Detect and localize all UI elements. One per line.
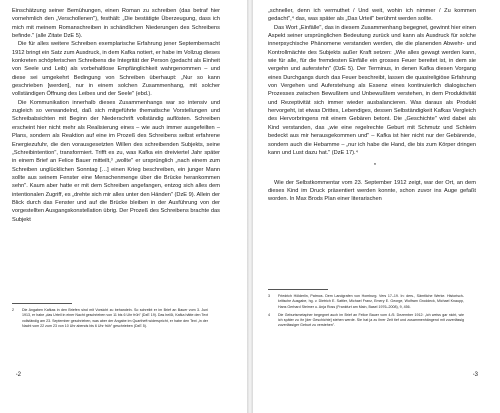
left-page — [0, 0, 247, 413]
left-paragraph-2: Die für alles weitere Schreiben exemplarische Erfahrung jener Septembernacht 1912 bringt ein Satz zum Ausdruck, in dem Kafka notiert, er habe im Vollzug dieses konkreten schöpferischen Schreibens die Integrität der Person (gedacht als Einheit von Seele und Leib) als vorbehaltlose Empfänglichkeit wahrgenommen – und diese sei umgekehrt Bedingung von Schreiben überhaupt: „Nur so kann geschrieben [werden], nur in einem solchen Zusammenhang, mit solcher vollständigen Öffnung des Leibes und der Seele" (ebd.). — [12, 41, 220, 98]
left-page-number — [16, 372, 21, 378]
folio-number: 2 — [17, 372, 21, 378]
left-paragraph-3: Die Kommunikation innerhalb dieses Zusammenhangs war so intensiv und zugleich so verwandelnd, daß sich mitgeführte thematische Vorstellungen und Schreibabsichten mit Beginn der Niederschrift vollständig auflösten. Schreiben erscheint hier nicht mehr als Realisierung eines – wie auch immer ausgefeilten – Plans, sondern als Reaktion auf eine im Prozeß des Schreibens selbst erfahrene Energiezufuhr, die den vorausgesetzten Willen des schreibenden Subjekts, seine „Schreibintention", transformiert. Trifft es zu, was Kafka ein dreiviertel Jahr später in einem Brief an Felice Bauer mitteilt,³ „wollte" er ursprünglich „nach einem zum Schreiben unglücklichen Sonntag […] einen Krieg beschreiben, ein junger Mann sollte aus seinem Fenster eine Menschenmenge über die Brücke herankommen sehn". Kaum aber hatte er mit dem Schreiben angefangen, entzog sich alles dem intentionalen Zugriff, es „drehte sich mir alles unter den Händen" (DzE 9). Allein der Blick durch das Fenster und auf die Brücke bleiben in der Ausführung von der vorgestellten Ausgangskonstellation übrig. Der Prozeß des Schreibens brachte das Subjekt — [12, 99, 220, 223]
footnote — [12, 308, 208, 329]
footnote-text: Die Geburtsmetapher begegnet auch im Brief an Felice Bauer vom 4./5. Dezember 1912: „ich weiss gar nicht, wie ich später zu ihr [der Geschichte] stehen werde. Sie hat ja zu ihrer Zeit tief und zusammenhängend mit zuverlässig zuverlässiger Geburt zu verstehen". — [278, 312, 464, 328]
left-paragraph-1: Einschätzung seiner Bemühungen, einen Roman zu schreiben (das betraf hier vornehmlich den „Verschollenen"), festhält: „Die bestätigte Überzeugung, dass ich mich mit meinem Romanschreiben in schändlichen Niederungen des Schreibens befinde." (alle Zitate DzE 5). — [12, 8, 220, 40]
right-page-number — [473, 372, 478, 378]
right-footnote-rule — [268, 289, 328, 290]
footnote-number: 4 — [268, 312, 270, 317]
right-page-body — [268, 7, 476, 204]
footnote — [268, 313, 464, 329]
footnote-number: 2 — [12, 308, 14, 312]
footnote-text: Die Angaben Kafkas in den Briefen sind mit Vorsicht zu behandeln. So schreibt er im Brief an Bauer vom 3. Juni 1913, er habe „das Urteil in einer Nacht geschrieben von 11 bis 6 Uhr früh" (DzE 19). Das heißt, Kafka hätte den Text vollständig am 23. September geschrieben, was aber der Angabe im Quartheft widerspricht, er habe den Text „in der Nacht vom 22 zum 23 von 10 Uhr abends bis 6 Uhr früh" geschrieben (DzE 5). — [22, 308, 208, 328]
folio-number: 3 — [474, 372, 478, 378]
left-footnote-rule — [12, 303, 72, 304]
right-paragraph-2: Das Wort „Einfälle", das in diesem Zusammenhang begegnet, gewinnt hier einen Aspekt seiner ursprünglichen Bedeutung zurück und kann als Ausdruck für solche innerpsychische Phänomene verstanden werden, die die planenden Abwehr- und Kontrollmächte des Subjekts außer Kraft setzen: „Wie alles gewagt werden kann, wie für alle, für die fremdesten Einfälle ein grosses Feuer bereitet ist, in dem sie vergehn und auferstehn" (DzE 5). Der Terminus, in denen Kafka diesen Vorgang eines Durchgangs durch das Feuer beschreibt, lassen die quasireligiöse Erfahrung von Vergehen und Auferstehung als Essenz eines kontinuierlich dialogischen Prozesses zwischen Bewußtem und Unbewußtem verstehen, in dem Produktivität und Rezeptivität sich immer wieder ausbalancieren. Was daraus als Produkt hervorgeht, ist etwas Drittes, Lebendiges, dessen Selbständigkeit Kafkas Vergleich des Hervorbringens mit einem Gebären betont. Die „Geschichte" wird dabei als Kind verstanden, das „wie eine regelrechte Geburt mit Schmutz und Schleim bedeckt aus mir herausgekommen und" – Kafka ist hier nicht nur der Gebärende, sondern auch die Hebamme – „nur ich habe die Hand, die bis zum Körper dringen kann und Lust dazu hat." (DzE 17).⁴ — [268, 24, 476, 156]
footnote-number: 3 — [268, 294, 270, 298]
folio-mark: * — [473, 372, 475, 377]
left-footnotes — [12, 308, 208, 332]
right-paragraph-3: Wie der Selbstkommentar vom 23. September 1912 zeigt, war der Ort, an dem dieses Kind im Druck präsentiert werden konnte, schon zuvor ins Auge gefaßt worden. In Max Brods Plan einer literarischen — [268, 179, 476, 203]
folio-mark: * — [16, 372, 18, 377]
footnote — [268, 294, 464, 310]
left-page-body — [12, 7, 220, 224]
right-paragraph-1: „schneller, denn ich vermuthet / Und weit, wohin ich nimmer / Zu kommen gedacht",⁴ das, was später als „Das Urteil" berühmt werden sollte. — [268, 8, 476, 23]
section-asterisk: * — [373, 163, 377, 170]
right-footnotes — [268, 294, 464, 332]
footnote-text: Friedrich Hölderlin, Patmos. Dem Landgrafen von Homburg. Vers 17–19. In: ders., Sämtliche Werke. Historisch-kritische Ausgabe, hg. v. Dietrich E. Sattler, Michael Franz, Emery E. George, Wolfram Groddeck, Michael Knaupp, Hans Gerhard Steimer u. Anja Ross (Frankfurt am Main, Basel 1976–2008), 9, 456. — [278, 294, 464, 309]
right-page — [253, 0, 500, 413]
